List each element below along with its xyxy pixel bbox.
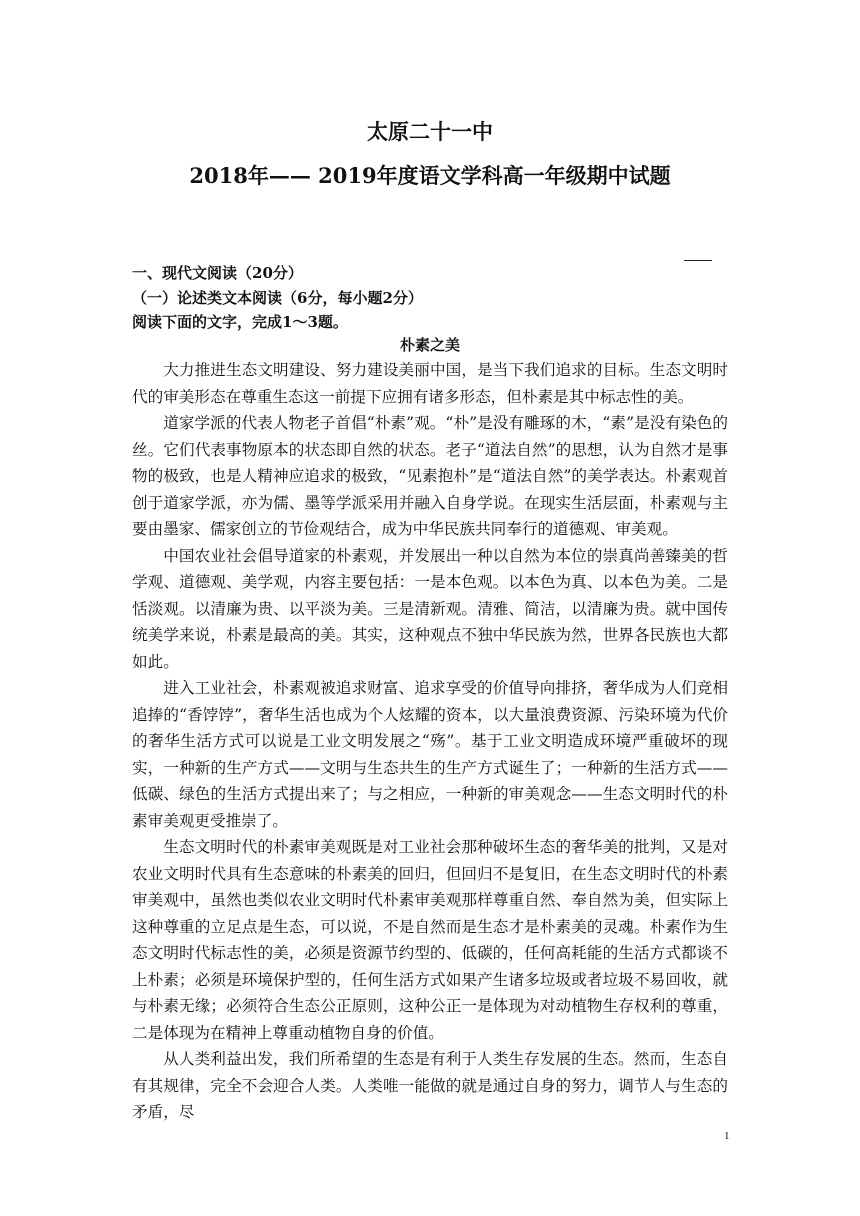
paragraph: 中国农业社会倡导道家的朴素观，并发展出一种以自然为本位的崇真尚善臻美的哲学观、道德观、美学观，内容主要包括：一是本色观。以本色为真、以本色为美。二是恬淡观。以清廉为贵、以平淡为美。三是清新观。清雅、简洁，以清廉为贵。就中国传统美学来说，朴素是最高的美。其实，这种观点不独中华民族为然，世界各民族也大都如此。	[132, 546, 728, 671]
blank-underline	[684, 260, 712, 261]
article-body	[132, 357, 728, 1126]
school-name: 太原二十一中	[367, 119, 493, 144]
page-number: 1	[724, 1130, 730, 1142]
paragraph: 大力推进生态文明建设、努力建设美丽中国，是当下我们追求的目标。生态文明时代的审美形态在尊重生态这一前提下应拥有诸多形态，但朴素是其中标志性的美。	[132, 361, 728, 406]
sub-heading: （一）论述类文本阅读（6分，每小题2分）	[132, 289, 423, 307]
paragraph: 道家学派的代表人物老子首倡“朴素”观。“朴”是没有雕琢的木，“素”是没有染色的丝。它们代表事物原本的状态即自然的状态。老子“道法自然”的思想，认为自然才是事物的极致，也是人精神应追求的极致，“见素抱朴”是“道法自然”的美学表达。朴素观首创于道家学派，亦为儒、墨等学派采用并融入自身学说。在现实生活层面，朴素观与主要由墨家、儒家创立的节俭观结合，成为中华民族共同奉行的道德观、审美观。	[132, 414, 728, 538]
article-title: 朴素之美	[399, 336, 460, 354]
part-heading: 一、现代文阅读（20分）	[132, 264, 303, 282]
paragraph: 进入工业社会，朴素观被追求财富、追求享受的价值导向排挤，奢华成为人们竞相追捧的“香饽饽”，奢华生活也成为个人炫耀的资本，以大量浪费资源、污染环境为代价的奢华生活方式可以说是工业文明发展之“殇”。基于工业文明造成环境严重破坏的现实，一种新的生产方式——文明与生态共生的生产方式诞生了；一种新的生活方式——低碳、绿色的生活方式提出来了；与之相应，一种新的审美观念——生态文明时代的朴素审美观更受推崇了。	[132, 679, 728, 830]
paragraph: 从人类利益出发，我们所希望的生态是有利于人类生存发展的生态。然而，生态自有其规律，完全不会迎合人类。人类唯一能做的就是通过自身的努力，调节人与生态的矛盾，尽	[132, 1050, 728, 1121]
paragraph: 生态文明时代的朴素审美观既是对工业社会那种破坏生态的奢华美的批判，又是对农业文明时代具有生态意味的朴素美的回归，但回归不是复旧，在生态文明时代的朴素审美观中，虽然也类似农业文明时代朴素审美观那样尊重自然、奉自然为美，但实际上这种尊重的立足点是生态，可以说，不是自然而是生态才是朴素美的灵魂。朴素作为生态文明时代标志性的美，必须是资源节约型的、低碳的，任何高耗能的生活方式都谈不上朴素；必须是环境保护型的，任何生活方式如果产生诸多垃圾或者垃圾不易回收，就与朴素无缘；必须符合生态公正原则，这种公正一是体现为对动植物生存权利的尊重，二是体现为在精神上尊重动植物自身的价值。	[132, 838, 728, 1042]
exam-title: 2018年—— 2019年度语文学科高一年级期中试题	[189, 163, 671, 188]
instruction: 阅读下面的文字，完成1～3题。	[132, 313, 348, 331]
